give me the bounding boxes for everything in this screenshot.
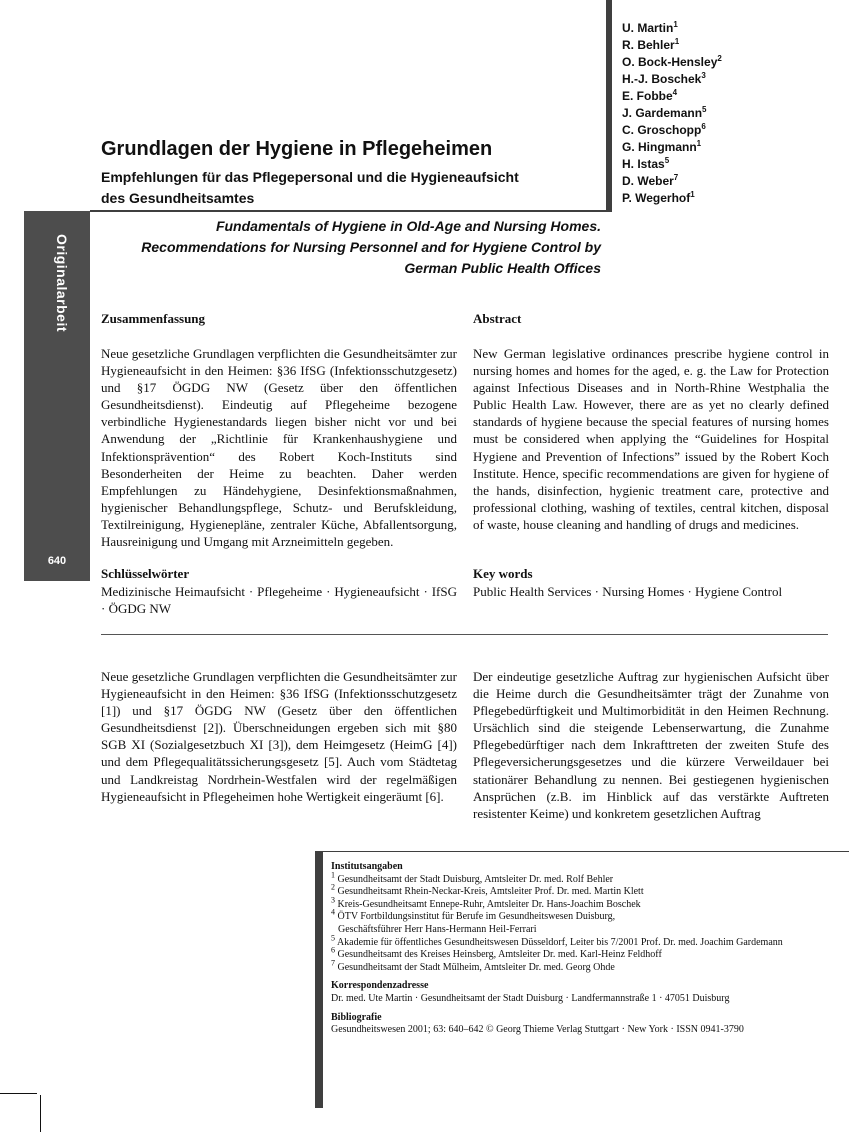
bibliografie-heading: Bibliografie [331, 1011, 382, 1023]
abstract-heading: Abstract [473, 311, 522, 326]
keywords-heading: Key words [473, 566, 533, 581]
bibliografie-text: Gesundheitswesen 2001; 63: 640–642 © Georg Thieme Verlag Stuttgart · New York · ISSN 0941-3790 [331, 1024, 744, 1036]
author-list [622, 20, 722, 207]
korrespondenz [331, 980, 846, 1005]
page-number: 640 [47, 555, 67, 567]
keywords-text: Public Health Services · Nursing Homes · Hygiene Control [473, 584, 783, 599]
horizontal-rule-top [90, 210, 612, 212]
affiliation: $^3$ Kreis-Gesundheitsamt Ennepe-Ruhr, Amtsleiter Dr. Hans-Joachim Boschek [331, 895, 641, 910]
article-type-label: Originalarbeit [54, 234, 70, 333]
author: R. Behler$^1$ [622, 37, 680, 52]
body-text-right: Der eindeutige gesetzliche Auftrag zur hygienischen Aufsicht über die Heime durch die Gesundheitsämter trägt der Zunahme von Pflegebedürftigkeit und Multimorbidität in den Heimen Rechnung. Ursächlich sind die steigende Lebenserwartung, die Zunahme Pflegebedürftiger nach dem Inkrafttreten der zweiten Stufe des Pflegeversicherungsgesetzes und die kürzere Verweildauer bei stationärer Behandlung zu nennen. Bei gestiegenen hygienischen Ansprüchen (z.B. im Hinblick auf das verstärkte Auftreten resistenter Keime) und konkretem gesetzlichen Auftrag [473, 669, 829, 821]
section-divider [101, 634, 828, 635]
subtitle-german: Empfehlungen für das Pflegepersonal und die Hygieneaufsicht des Gesundheitsamtes [101, 169, 519, 206]
zusammenfassung-text: Neue gesetzliche Grundlagen verpflichten die Gesundheitsämter zur Hygieneaufsicht in den Heimen: §36 IfSG (Infektionsschutzgesetz) und §17 ÖGDG NW (Gesetz über den öffentlichen Gesundheitsdienst). Eindeutig auf Pflegeheime bezogene verbindliche Hygienestandards liegen bisher nicht vor und bei Anwendung der „Richtlinie für Krankenhaushygiene und Infektionsprävention“ des Robert Koch-Instituts sind Besonderheiten der Heime zu beachten. Daher werden Empfehlungen zu Händehygiene, Desinfektionsmaßnahmen, hygienischer Behandlungspflege, Schutz- und Berufskleidung, Textilreinigung, Hygienepläne, zentraler Küche, Abfallentsorgung, Hausreinigung und Umgang mit Arzneimitteln gegeben. [101, 346, 457, 550]
affiliation: Geschäftsführer Herr Hans-Hermann Heil-Ferrari [338, 923, 537, 935]
author: U. Martin$^1$ [622, 20, 678, 35]
info-box [331, 861, 846, 1043]
author: D. Weber$^7$ [622, 173, 679, 188]
institutsangaben-heading: Institutsangaben [331, 861, 403, 872]
zusammenfassung-heading: Zusammenfassung [101, 311, 206, 326]
bibliografie [331, 1012, 846, 1037]
info-box-top-rule [323, 851, 849, 852]
affiliation: $^7$ Gesundheitsamt der Stadt Mülheim, Amtsleiter Dr. med. Georg Ohde [331, 958, 615, 973]
vertical-rule-bottom [315, 851, 323, 1108]
korrespondenz-heading: Korrespondenzadresse [331, 980, 429, 992]
author: H. Istas$^5$ [622, 156, 670, 171]
affiliation: $^5$ Akademie für öffentliches Gesundheitswesen Düsseldorf, Leiter bis 7/2001 Prof. Dr. med. Joachim Gardemann [331, 933, 783, 948]
institutsangaben [331, 861, 846, 974]
crop-mark-horizontal [0, 1093, 37, 1094]
author: E. Fobbe$^4$ [622, 88, 678, 103]
title-german: Grundlagen der Hygiene in Pflegeheimen [101, 138, 493, 160]
author: J. Gardemann$^5$ [622, 105, 707, 120]
abstract-text: New German legislative ordinances prescribe hygiene control in nursing homes and homes for the aged, e. g. the Law for Protection against Infectious Diseases and in North-Rhine Westphalia the Public Health Law. However, there are as yet no clearly defined standards of hygiene because the special features of nursing homes must be considered when applying the “Guidelines for Hospital Hygiene and Prevention of Infections” issued by the Robert Koch Institute. Hence, specific recommendations are given for hygiene of the hands, disinfection, hygienic treatment care, protective and professional clothing, washing of textiles, central kitchen, disposal of waste, house cleaning and handling of drugs and medicines. [473, 346, 829, 532]
author: P. Wegerhof$^1$ [622, 190, 695, 205]
author: G. Hingmann$^1$ [622, 139, 702, 154]
korrespondenz-text: Dr. med. Ute Martin · Gesundheitsamt der Stadt Duisburg · Landfermannstraße 1 · 47051 Duisburg [331, 992, 730, 1004]
affiliation: $^1$ Gesundheitsamt der Stadt Duisburg, Amtsleiter Dr. med. Rolf Behler [331, 870, 614, 885]
author: O. Bock-Hensley$^2$ [622, 54, 722, 69]
affiliation: $^6$ Gesundheitsamt des Kreises Heinsberg, Amtsleiter Dr. med. Karl-Heinz Feldhoff [331, 945, 662, 961]
schluesselwoerter-heading: Schlüsselwörter [101, 566, 190, 581]
affiliation: $^2$ Gesundheitsamt Rhein-Neckar-Kreis, Amtsleiter Prof. Dr. med. Martin Klett [331, 882, 644, 898]
body-text-left: Neue gesetzliche Grundlagen verpflichten die Gesundheitsämter zur Hygieneaufsicht in den Heimen: §36 IfSG (Infektionsschutzgesetz [1]) und §17 ÖGDG NW (Gesetz über den öffentlichen Gesundheitsdienst [2]). Überschneidungen ergeben sich mit §80 SGB XI (Sozialgesetzbuch XI [3]), dem Heimgesetz (HeimG [4]) und dem Pflegequalitätssicherungsgesetz [5]. Auch vom Städtetag und Landkreistag Nordrhein-Westfalen wird der regelmäßigen Hygieneaufsicht in Pflegeheimen hohe Wertigkeit eingeräumt [6]. [101, 669, 457, 804]
title-english: Fundamentals of Hygiene in Old-Age and Nursing Homes. Recommendations for Nursing Personnel and for Hygiene Control by German Public Health Offices [141, 218, 601, 276]
author: H.-J. Boschek$^3$ [622, 71, 706, 86]
schluesselwoerter-text: Medizinische Heimaufsicht · Pflegeheime · Hygieneaufsicht · IfSG · ÖGDG NW [101, 584, 457, 617]
author: C. Groschopp$^6$ [622, 122, 706, 137]
crop-mark-vertical [40, 1095, 41, 1132]
vertical-rule-top [606, 0, 612, 212]
affiliation: $^4$ ÖTV Fortbildungsinstitut für Berufe im Gesundheitswesen Duisburg, [331, 908, 616, 923]
